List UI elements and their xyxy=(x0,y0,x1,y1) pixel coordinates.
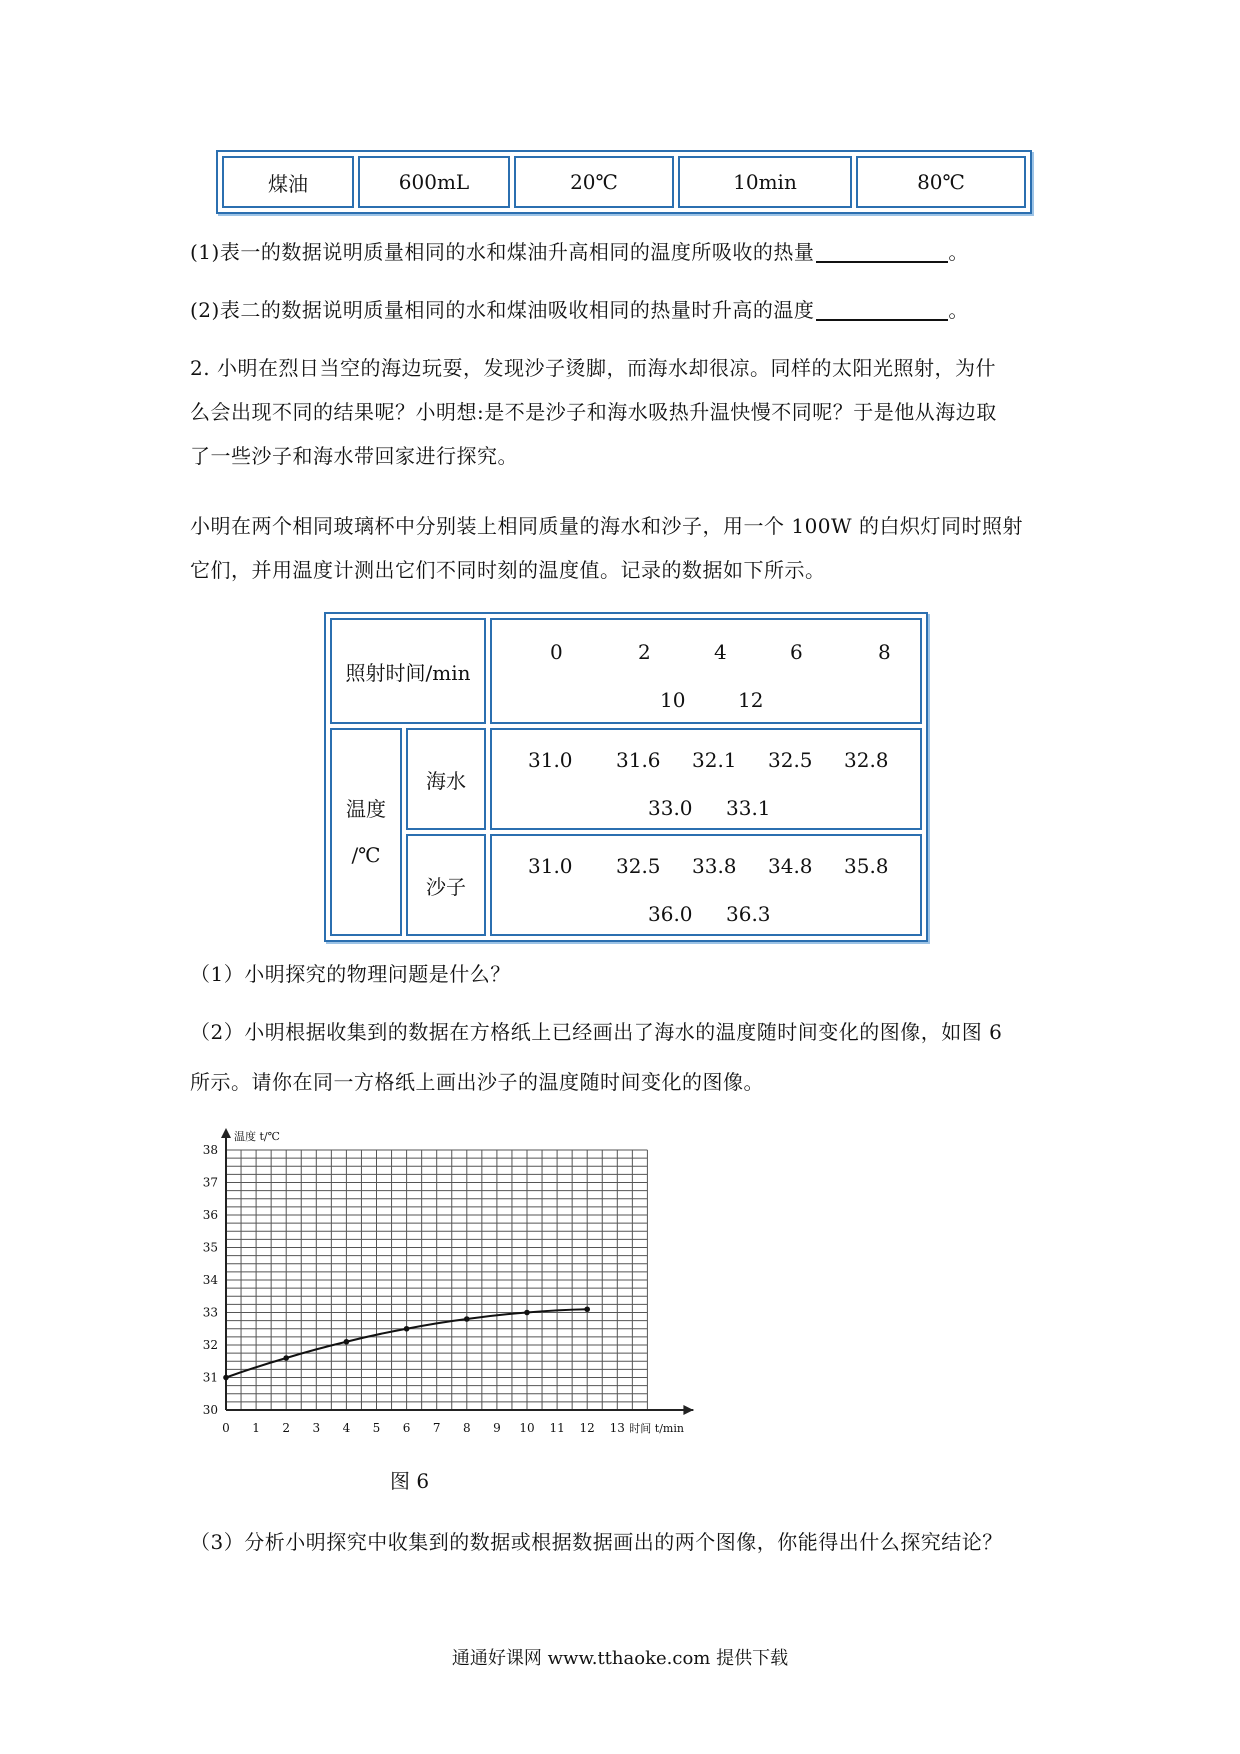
intro-line: 了一些沙子和海水带回家进行探究。 xyxy=(190,444,518,468)
time-value: 2 xyxy=(638,640,651,664)
data-point xyxy=(464,1316,470,1322)
y-tick-label: 36 xyxy=(202,1208,218,1222)
top-table-cell: 10min xyxy=(678,156,852,208)
sand-label: 沙子 xyxy=(406,834,486,936)
x-tick-label: 9 xyxy=(493,1421,501,1435)
x-tick-label: 1 xyxy=(252,1421,260,1435)
y-tick-label: 35 xyxy=(202,1240,218,1255)
sub-question-2 xyxy=(190,1010,1060,1104)
x-tick-label: 13 xyxy=(609,1421,625,1435)
x-tick-label: 4 xyxy=(342,1421,351,1435)
problem-2-intro xyxy=(190,346,1060,478)
y-tick-label: 30 xyxy=(202,1403,218,1417)
problem-2-description xyxy=(190,504,1060,592)
question-2-text: (2)表二的数据说明质量相同的水和煤油吸收相同的热量时升高的温度 xyxy=(190,298,815,322)
temperature-header xyxy=(330,728,402,936)
x-tick-label: 6 xyxy=(402,1421,411,1435)
question-1-end: 。 xyxy=(948,240,969,264)
sea-value: 31.0 xyxy=(528,748,573,772)
intro-line: 么会出现不同的结果呢？小明想:是不是沙子和海水吸热升温快慢不同呢？于是他从海边取 xyxy=(190,400,997,424)
y-tick-label: 33 xyxy=(202,1305,218,1320)
x-tick-label: 11 xyxy=(549,1421,565,1435)
data-point xyxy=(223,1375,229,1381)
data-point xyxy=(404,1326,410,1332)
question-2-end: 。 xyxy=(948,298,969,322)
time-value: 6 xyxy=(790,640,803,664)
description-line: 小明在两个相同玻璃杯中分别装上相同质量的海水和沙子，用一个 100W 的白炽灯同时照射 xyxy=(190,514,1023,538)
y-tick-label: 34 xyxy=(202,1273,218,1287)
sea-values xyxy=(490,728,922,830)
time-value: 4 xyxy=(714,640,727,664)
top-table-cell: 煤油 xyxy=(222,156,354,208)
temperature-header-line: 温度 xyxy=(346,797,386,821)
answer-blank[interactable] xyxy=(816,239,948,263)
x-tick-label: 0 xyxy=(222,1421,230,1435)
question-1-text: (1)表一的数据说明质量相同的水和煤油升高相同的温度所吸收的热量 xyxy=(190,240,815,264)
time-value: 0 xyxy=(550,640,563,664)
description-line: 它们，并用温度计测出它们不同时刻的温度值。记录的数据如下所示。 xyxy=(190,558,826,582)
x-tick-label: 12 xyxy=(579,1421,595,1435)
sand-value: 32.5 xyxy=(616,854,661,878)
sea-value: 31.6 xyxy=(616,748,661,772)
time-values xyxy=(490,618,922,724)
sea-value: 32.8 xyxy=(844,748,889,772)
top-table xyxy=(216,150,1032,214)
question-1 xyxy=(190,230,1060,274)
x-tick-label: 2 xyxy=(282,1421,291,1435)
question-2 xyxy=(190,288,1060,332)
time-value: 10 xyxy=(660,688,686,712)
sub-question-3 xyxy=(190,1520,1060,1564)
sea-value: 33.0 xyxy=(648,796,693,820)
x-tick-label: 5 xyxy=(372,1421,381,1435)
sand-value: 31.0 xyxy=(528,854,573,878)
sand-value: 36.0 xyxy=(648,902,693,926)
sub-question-1-text: （1）小明探究的物理问题是什么？ xyxy=(190,962,511,986)
sea-value: 32.1 xyxy=(692,748,737,772)
top-table-cell: 600mL xyxy=(358,156,510,208)
data-point xyxy=(524,1310,530,1316)
temperature-chart xyxy=(190,1120,710,1440)
time-value: 12 xyxy=(738,688,764,712)
y-tick-label: 32 xyxy=(202,1338,218,1352)
y-tick-label: 31 xyxy=(202,1370,218,1385)
y-axis-arrow xyxy=(221,1128,231,1138)
x-tick-label: 3 xyxy=(312,1421,321,1435)
sea-label: 海水 xyxy=(406,728,486,830)
time-header: 照射时间/min xyxy=(330,618,486,724)
time-value: 8 xyxy=(878,640,891,664)
data-point xyxy=(283,1355,289,1361)
sub-question-3-text: （3）分析小明探究中收集到的数据或根据数据画出的两个图像，你能得出什么探究结论？ xyxy=(190,1530,1003,1554)
top-table-cell: 20℃ xyxy=(514,156,674,208)
intro-line: 2. 小明在烈日当空的海边玩耍，发现沙子烫脚，而海水却很凉。同样的太阳光照射，为什 xyxy=(190,356,996,380)
sea-value: 32.5 xyxy=(768,748,813,772)
x-axis-arrow xyxy=(683,1405,693,1415)
sub-question-1 xyxy=(190,952,1060,996)
sub-question-2-line: （2）小明根据收集到的数据在方格纸上已经画出了海水的温度随时间变化的图像，如图 6 xyxy=(190,1020,1003,1044)
y-tick-label: 38 xyxy=(202,1143,218,1157)
x-axis-label: 时间 t/min xyxy=(629,1422,684,1435)
sand-values xyxy=(490,834,922,936)
x-tick-label: 8 xyxy=(462,1421,471,1435)
figure-caption: 图 6 xyxy=(390,1469,430,1493)
data-point xyxy=(344,1339,350,1345)
y-axis-label: 温度 t/℃ xyxy=(234,1130,280,1143)
sand-value: 34.8 xyxy=(768,854,813,878)
sand-value: 36.3 xyxy=(726,902,771,926)
temperature-header-line: /℃ xyxy=(351,843,381,867)
x-tick-label: 10 xyxy=(519,1421,535,1435)
data-point xyxy=(584,1306,590,1312)
x-tick-label: 7 xyxy=(432,1421,441,1435)
sand-value: 33.8 xyxy=(692,854,737,878)
sand-value: 35.8 xyxy=(844,854,889,878)
footer: 通通好课网 www.tthaoke.com 提供下载 xyxy=(451,1648,789,1669)
y-tick-label: 37 xyxy=(202,1175,218,1190)
answer-blank[interactable] xyxy=(816,297,948,321)
sub-question-2-line: 所示。请你在同一方格纸上画出沙子的温度随时间变化的图像。 xyxy=(190,1070,764,1094)
top-table-cell: 80℃ xyxy=(856,156,1026,208)
data-table xyxy=(324,612,928,942)
sea-value: 33.1 xyxy=(726,796,771,820)
